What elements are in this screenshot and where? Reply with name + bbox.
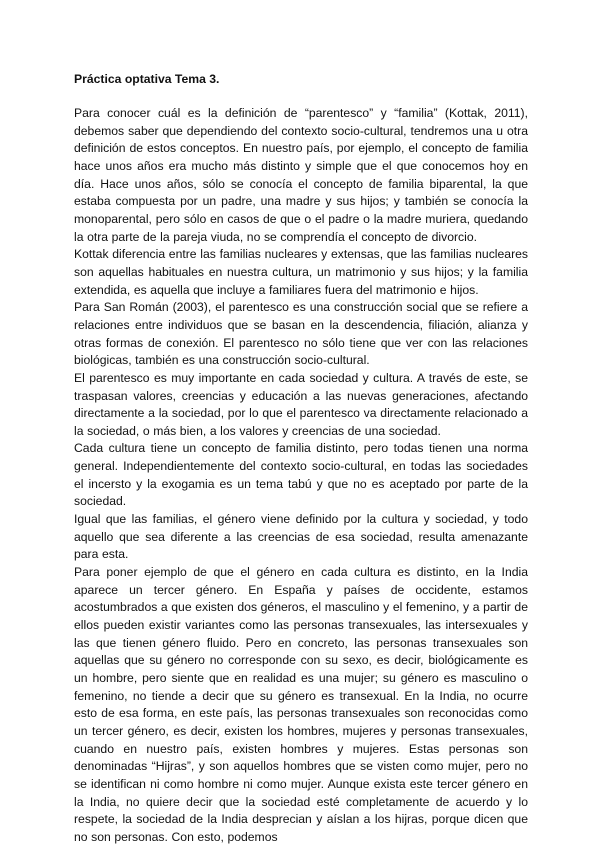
paragraph: Para poner ejemplo de que el género en cada cultura es distinto, en la India aparece un tercer género. En España y países de occidente, estamos acostumbrados a que existen dos géneros, el masculino y el femenino, y a partir de ellos pueden existir variantes como las personas transexuales, las intersexuales y las que tienen género fluido. Pero en concreto, las personas transexuales son aquellas que su género no corresponde con su sexo, es decir, biológicamente es un hombre, pero siente que en realidad es una mujer; su género es masculino o femenino, no tiende a decir que su género es transexual. En la India, no ocurre esto de esa forma, en este país, las personas transexuales son reconocidas como un tercer género, es decir, existen los hombres, mujeres y personas transexuales, cuando en nuestro país, existen hombres y mujeres. Estas personas son denominadas “Hijras”, y son aquellos hombres que se visten como mujer, pero no se identifican ni como hombre ni como mujer. Aunque exista este tercer género en la India, no quiere decir que la sociedad esté completamente de acuerdo y lo respete, la sociedad de la India desprecian y aíslan a los hijras, porque dicen que no son personas. Con esto, podemos xyxy=(74,565,528,844)
paragraph: El parentesco es muy importante en cada sociedad y cultura. A través de este, se traspasan valores, creencias y educación a las nuevas generaciones, afectando directamente a la sociedad, por lo que el parentesco va directamente relacionado a la sociedad, o más bien, a los valores y creencias de una sociedad. xyxy=(74,370,528,438)
paragraph: Kottak diferencia entre las familias nucleares y extensas, que las familias nucleares son aquellas habituales en nuestra cultura, un matrimonio y sus hijos; y la familia extendida, es aquella que incluye a familiares fuera del matrimonio e hijos. xyxy=(74,247,528,297)
paragraph: Para San Román (2003), el parentesco es una construcción social que se refiere a relaciones entre individuos que se basan en la descendencia, filiación, alianza y otras formas de conexión. El parentesco no sólo tiene que ver con las relaciones biológicas, también es una construcción socio-cultural. xyxy=(74,300,528,368)
paragraph: Igual que las familias, el género viene definido por la cultura y sociedad, y todo aquello que sea diferente a las creencias de esa sociedad, resulta amenazante para esta. xyxy=(74,512,528,562)
paragraph: Para conocer cuál es la definición de “parentesco” y “familia” (Kottak, 2011), debemos saber que dependiendo del contexto socio-cultural, tendremos una u otra definición de estos conceptos. En nuestro país, por ejemplo, el concepto de familia hace unos años era mucho más distinto y simple que el que conocemos hoy en día. Hace unos años, sólo se conocía el concepto de familia biparental, la que estaba compuesta por un padre, una madre y sus hijos; y también se conocía la monoparental, pero sólo en casos de que o el padre o la madre muriera, quedando la otra parte de la pareja viuda, no se comprendía el concepto de divorcio. xyxy=(74,106,528,244)
document-title: Práctica optativa Tema 3. xyxy=(74,72,220,86)
paragraph: Cada cultura tiene un concepto de familia distinto, pero todas tienen una norma general. Independientemente del contexto socio-cultural, en todas las sociedades el incersto y la exogamia es un tema tabú y que no es aceptado por parte de la sociedad. xyxy=(74,441,528,509)
document-body xyxy=(74,105,528,847)
